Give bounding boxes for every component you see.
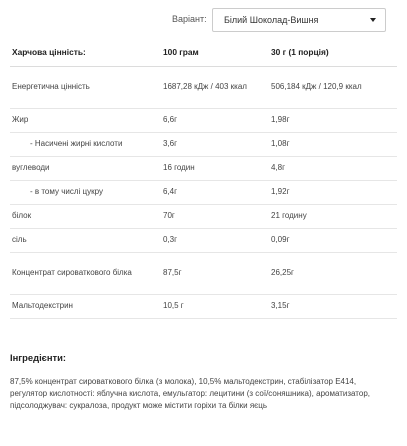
row-per100: 0,3г	[163, 228, 271, 252]
row-name: білок	[10, 204, 163, 228]
ingredients-title: Інгредієнти:	[10, 352, 66, 363]
row-name: Концентрат сироваткового білка	[10, 252, 163, 294]
row-name: сіль	[10, 228, 163, 252]
row-per30: 1,08г	[271, 132, 397, 156]
row-per30: 506,184 кДж / 120,9 ккал	[271, 66, 397, 108]
row-per100: 10,5 г	[163, 294, 271, 318]
row-name: Мальтодекстрин	[10, 294, 163, 318]
row-name: - в тому числі цукру	[10, 180, 163, 204]
row-per30: 0,09г	[271, 228, 397, 252]
row-per100: 6,4г	[163, 180, 271, 204]
row-name: Жир	[10, 108, 163, 132]
table-row	[10, 294, 397, 318]
variant-label: Варіант:	[172, 14, 207, 24]
row-per30: 26,25г	[271, 252, 397, 294]
table-row	[10, 108, 397, 132]
row-per100: 16 годин	[163, 156, 271, 180]
nutrition-table	[10, 40, 397, 319]
row-name: - Насичені жирні кислоти	[10, 132, 163, 156]
row-per30: 21 годину	[271, 204, 397, 228]
table-row	[10, 204, 397, 228]
header-per-100g: 100 грам	[163, 40, 271, 66]
row-per30: 1,92г	[271, 180, 397, 204]
row-per30: 3,15г	[271, 294, 397, 318]
table-row	[10, 228, 397, 252]
table-row	[10, 132, 397, 156]
row-per100: 70г	[163, 204, 271, 228]
table-row	[10, 180, 397, 204]
row-per30: 1,98г	[271, 108, 397, 132]
row-per100: 3,6г	[163, 132, 271, 156]
header-nutrition: Харчова цінність:	[10, 40, 163, 66]
table-header-row	[10, 40, 397, 66]
chevron-down-icon	[370, 18, 376, 22]
row-per30: 4,8г	[271, 156, 397, 180]
row-per100: 6,6г	[163, 108, 271, 132]
row-per100: 87,5г	[163, 252, 271, 294]
ingredients-text: 87,5% концентрат сироваткового білка (з молока), 10,5% мальтодекстрин, стабілізатор E414, регулятор кислотності: яблучна кислота, емульгатор: лецитини (з сої/соняшника), ароматизатор, підсолоджувач: сукралоза, продукт може містити горіхи та білки яєць	[10, 377, 371, 410]
table-row	[10, 156, 397, 180]
row-per100: 1687,28 кДж / 403 ккал	[163, 66, 271, 108]
header-per-serving: 30 г (1 порція)	[271, 40, 397, 66]
variant-selected-value: Білий Шоколад-Вишня	[224, 15, 319, 25]
variant-select[interactable]	[212, 8, 386, 32]
table-row	[10, 66, 397, 108]
row-name: Енергетична цінність	[10, 66, 163, 108]
row-name: вуглеводи	[10, 156, 163, 180]
variant-row	[0, 8, 407, 32]
table-row	[10, 252, 397, 294]
